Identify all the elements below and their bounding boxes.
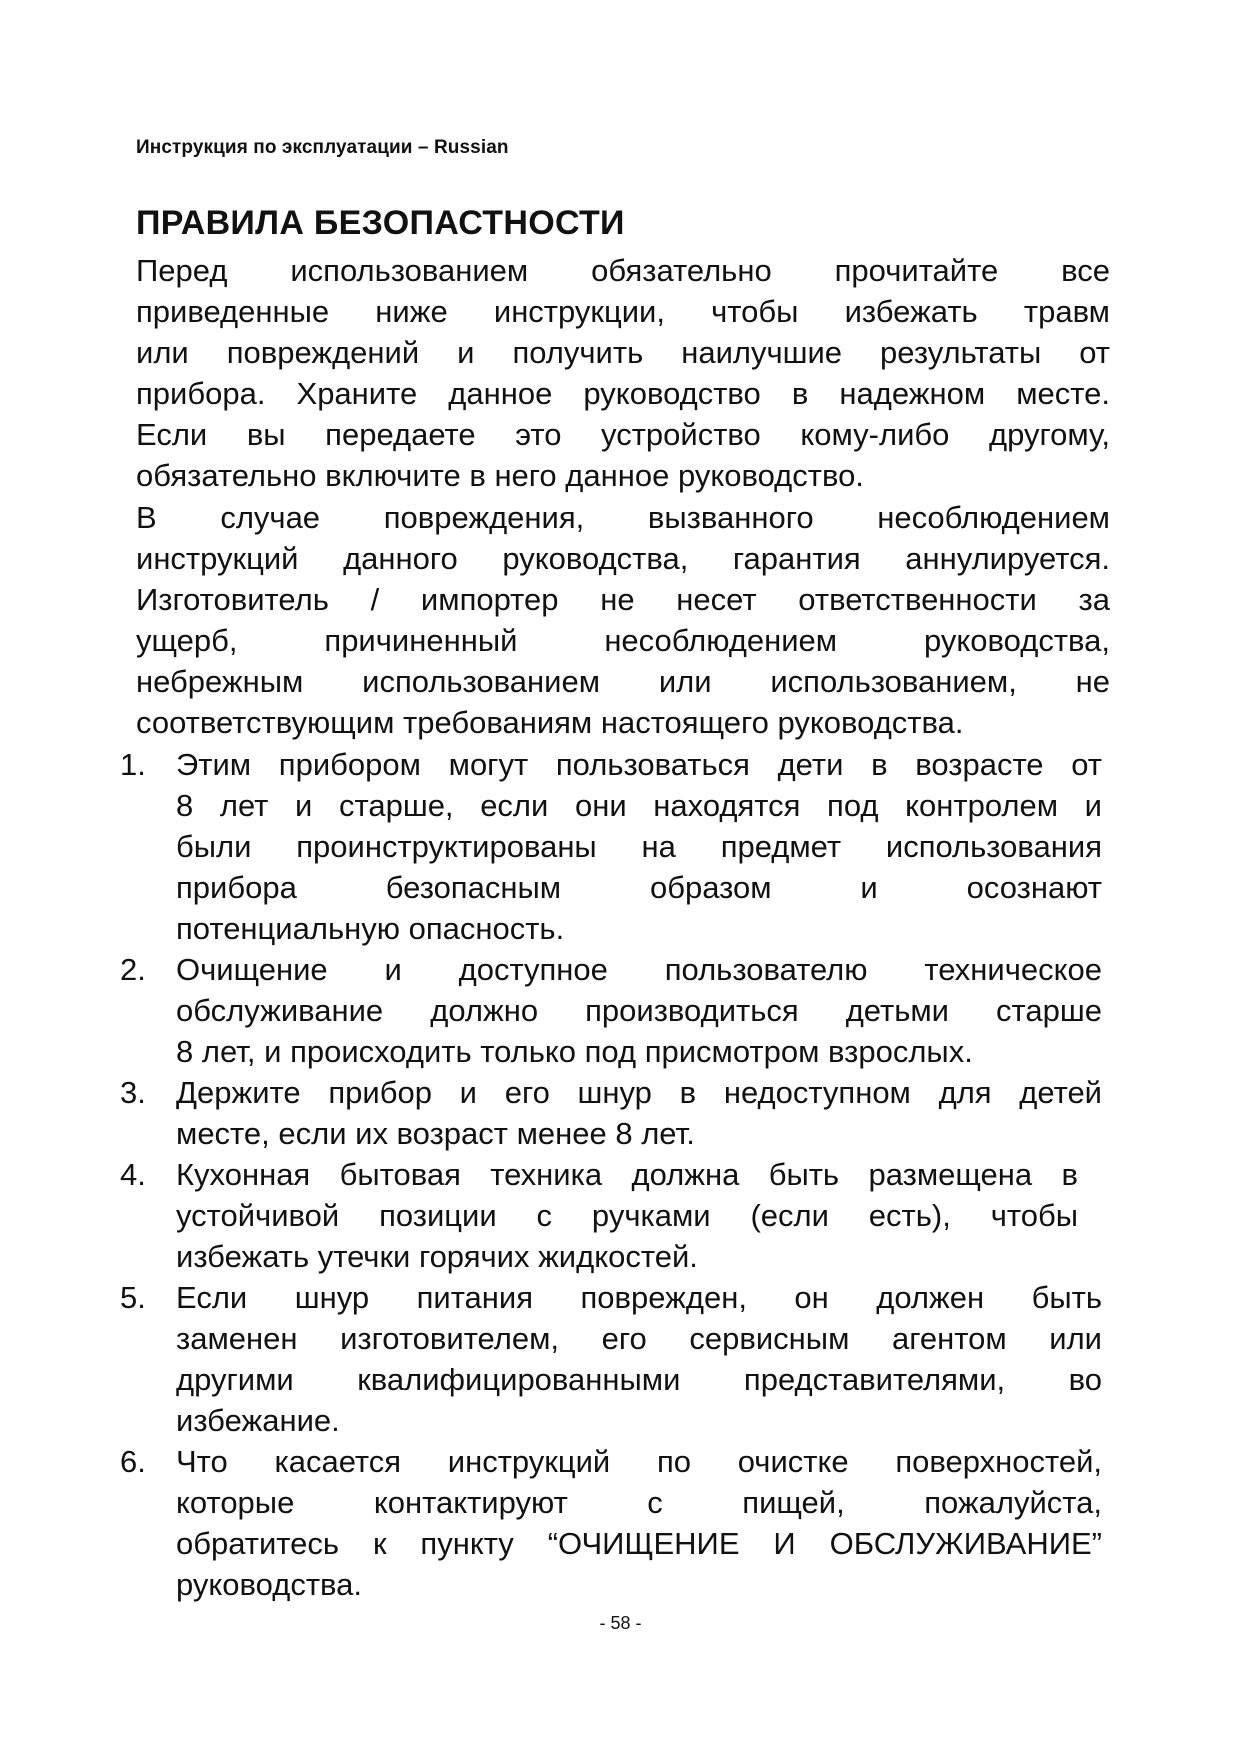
- rule-number: 4.: [120, 1157, 146, 1192]
- rule-line: 8 лет и старше, если они находятся под контролем и: [176, 788, 1102, 823]
- warranty-line: Изготовитель / импортер не несет ответственности за: [136, 582, 1110, 617]
- rule-number: 2.: [120, 952, 146, 987]
- rule-line: прибора безопасным образом и осознают: [176, 870, 1102, 905]
- rule-number: 1.: [120, 747, 146, 782]
- intro-line: обязательно включите в него данное руководство.: [136, 458, 864, 493]
- rule-line: другими квалифицированными представителями, во: [176, 1362, 1102, 1397]
- rule-line: Кухонная бытовая техника должна быть размещена в: [176, 1157, 1078, 1192]
- intro-paragraph: [136, 250, 1110, 496]
- section-title: ПРАВИЛА БЕЗОПАСТНОСТИ: [136, 204, 625, 242]
- warranty-line: соответствующим требованиям настоящего руководства.: [136, 705, 964, 740]
- rule-number: 6.: [120, 1444, 146, 1479]
- rule-text: [176, 1277, 1102, 1441]
- rule-line: обслуживание должно производиться детьми старше: [176, 993, 1102, 1028]
- rule-text: [176, 1154, 1078, 1277]
- intro-line: Перед использованием обязательно прочитайте все: [136, 253, 1110, 288]
- warranty-paragraph: [136, 497, 1110, 743]
- rule-number: 5.: [120, 1280, 146, 1315]
- rule-text: [176, 744, 1102, 949]
- warranty-line: инструкций данного руководства, гарантия аннулируется.: [136, 541, 1110, 576]
- warranty-line: В случае повреждения, вызванного несоблюдением: [136, 500, 1110, 535]
- rule-line: руководства.: [176, 1567, 362, 1602]
- rule-line: Держите прибор и его шнур в недоступном для детей: [176, 1075, 1102, 1110]
- page-header-label: Инструкция по эксплуатации – Russian: [136, 137, 509, 158]
- intro-line: Если вы передаете это устройство кому-либо другому,: [136, 417, 1110, 452]
- page-number: - 58 -: [599, 1613, 642, 1633]
- rule-line: месте, если их возраст менее 8 лет.: [176, 1116, 695, 1151]
- rule-line: устойчивой позиции с ручками (если есть), чтобы: [176, 1198, 1078, 1233]
- rule-line: избежать утечки горячих жидкостей.: [176, 1239, 698, 1274]
- rule-line: Этим прибором могут пользоваться дети в возрасте от: [176, 747, 1102, 782]
- rule-text: [176, 1441, 1102, 1605]
- rule-line: Очищение и доступное пользователю техническое: [176, 952, 1102, 987]
- intro-line: приведенные ниже инструкции, чтобы избежать травм: [136, 294, 1110, 329]
- rule-line: обратитесь к пункту “ОЧИЩЕНИЕ И ОБСЛУЖИВАНИЕ”: [176, 1526, 1102, 1561]
- rule-line: Если шнур питания поврежден, он должен быть: [176, 1280, 1102, 1315]
- rule-line: Что касается инструкций по очистке поверхностей,: [176, 1444, 1102, 1479]
- intro-line: прибора. Храните данное руководство в надежном месте.: [136, 376, 1110, 411]
- warranty-line: ущерб, причиненный несоблюдением руководства,: [136, 623, 1110, 658]
- rule-line: заменен изготовителем, его сервисным агентом или: [176, 1321, 1102, 1356]
- rule-number: 3.: [120, 1075, 146, 1110]
- rule-line: 8 лет, и происходить только под присмотром взрослых.: [176, 1034, 973, 1069]
- rule-line: избежание.: [176, 1403, 340, 1438]
- warranty-line: небрежным использованием или использованием, не: [136, 664, 1110, 699]
- rule-line: потенциальную опасность.: [176, 911, 565, 946]
- rule-text: [176, 949, 1102, 1072]
- rule-text: [176, 1072, 1102, 1154]
- rule-line: были проинструктированы на предмет использования: [176, 829, 1102, 864]
- intro-line: или повреждений и получить наилучшие результаты от: [136, 335, 1110, 370]
- rule-line: которые контактируют с пищей, пожалуйста,: [176, 1485, 1102, 1520]
